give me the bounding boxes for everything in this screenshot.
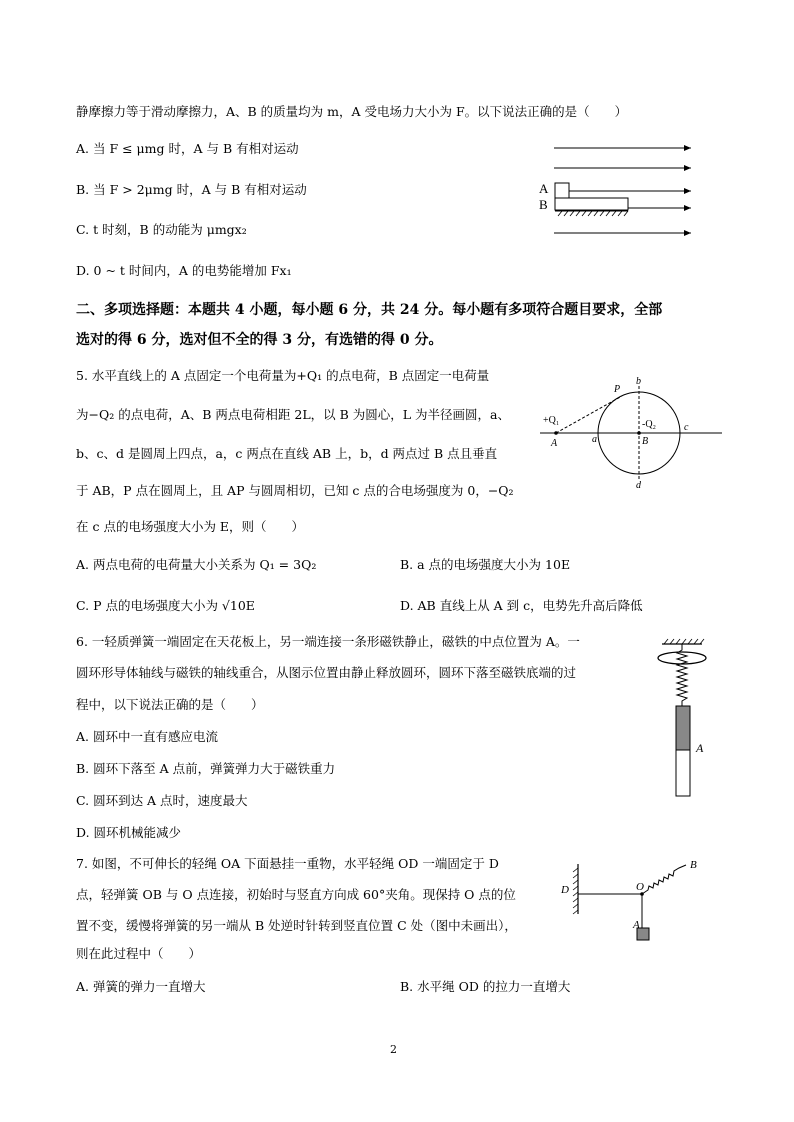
q5-option-b: B. a 点的电场强度大小为 10E	[400, 557, 571, 572]
q6-stem-line1: 6. 一轻质弹簧一端固定在天花板上，另一端连接一条形磁铁静止，磁铁的中点位置为 A。一	[76, 634, 580, 649]
label-a: A	[539, 181, 549, 196]
page-number: 2	[390, 1043, 397, 1056]
section-2-header-line2: 选对的得 6 分，选对但不全的得 3 分，有选错的得 0 分。	[76, 332, 443, 348]
q5-option-d: D. AB 直线上从 A 到 c，电势先升高后降低	[400, 598, 643, 613]
label-d: d	[636, 480, 641, 490]
q7-option-a: A. 弹簧的弹力一直增大	[76, 979, 206, 994]
q7-stem-line4: 则在此过程中（ ）	[76, 946, 202, 961]
q7-option-b: B. 水平绳 OD 的拉力一直增大	[400, 979, 571, 994]
q5-option-c: C. P 点的电场强度大小为 √10E	[76, 598, 255, 613]
q4-option-b: B. 当 F > 2μmg 时，A 与 B 有相对运动	[76, 182, 307, 197]
label-a: A	[633, 919, 640, 931]
q5-figure	[536, 372, 726, 490]
label-c: c	[684, 422, 689, 433]
q4-option-d: D. 0 ~ t 时间内，A 的电势能增加 Fx₁	[76, 263, 292, 278]
q6-option-b: B. 圆环下落至 A 点前，弹簧弹力大于磁铁重力	[76, 761, 336, 776]
q5-stem-line3: b、c、d 是圆周上四点，a，c 两点在直线 AB 上，b，d 两点过 B 点且垂直	[76, 446, 498, 461]
magnet-south	[676, 750, 690, 796]
q4-figure	[536, 136, 696, 244]
label-b: B	[539, 197, 548, 212]
label-q1: +Q₁	[543, 415, 560, 426]
section-2-header-line1: 二、多项选择题：本题共 4 小题，每小题 6 分，共 24 分。每小题有多项符合题目要求，全部	[76, 302, 663, 318]
q5-stem-line2: 为−Q₂ 的点电荷，A、B 两点电荷相距 2L，以 B 为圆心，L 为半径画圆，a、	[76, 407, 510, 422]
q5-stem-line5: 在 c 点的电场强度大小为 E，则（ ）	[76, 519, 305, 534]
q4-intro: 静摩擦力等于滑动摩擦力，A、B 的质量均为 m，A 受电场力大小为 F。以下说法正确的是（ ）	[76, 104, 628, 119]
q6-stem-line3: 程中，以下说法正确的是（ ）	[76, 697, 264, 712]
label-q2: -Q₂	[642, 419, 657, 430]
label-d: D	[561, 884, 569, 896]
q7-stem-line2: 点，轻弹簧 OB 与 O 点连接，初始时与竖直方向成 60°夹角。现保持 O 点的位	[76, 887, 516, 902]
label-p: P	[614, 384, 621, 395]
label-a: A	[696, 741, 704, 755]
q7-stem-line1: 7. 如图，不可伸长的轻绳 OA 下面悬挂一重物，水平轻绳 OD 一端固定于 D	[76, 856, 499, 871]
q4-option-c: C. t 时刻，B 的动能为 μmgx₂	[76, 222, 247, 237]
spring	[677, 644, 687, 706]
q6-option-c: C. 圆环到达 A 点时，速度最大	[76, 793, 248, 808]
q6-stem-line2: 圆环形导体轴线与磁铁的轴线重合，从图示位置由静止释放圆环，圆环下落至磁铁底端的过	[76, 665, 577, 680]
q7-stem-line3: 置不变，缓慢将弹簧的另一端从 B 处逆时针转到竖直位置 C 处（图中未画出），	[76, 918, 517, 933]
label-b-point: B	[642, 436, 649, 447]
q6-option-a: A. 圆环中一直有感应电流	[76, 729, 218, 744]
label-a-point: A	[551, 438, 558, 449]
spring-ob	[642, 865, 686, 894]
label-a-small: a	[592, 434, 597, 445]
label-b: B	[690, 859, 697, 871]
block-a	[555, 183, 569, 198]
label-b-top: b	[636, 376, 641, 387]
q4-field-lines	[554, 148, 691, 233]
q5-option-a: A. 两点电荷的电荷量大小关系为 Q₁ = 3Q₂	[76, 557, 317, 572]
block-b	[555, 198, 628, 210]
q4-option-a: A. 当 F ≤ μmg 时，A 与 B 有相对运动	[76, 141, 299, 156]
ground-hatch	[558, 211, 628, 216]
q7-figure	[558, 852, 718, 952]
magnet-north	[676, 706, 690, 750]
q6-figure	[650, 636, 720, 822]
q5-stem-line1: 5. 水平直线上的 A 点固定一个电荷量为+Q₁ 的点电荷，B 点固定一电荷量	[76, 368, 490, 383]
q5-stem-line4: 于 AB，P 点在圆周上，且 AP 与圆周相切，已知 c 点的合电场强度为 0，−Q₂	[76, 483, 514, 498]
q6-option-d: D. 圆环机械能减少	[76, 825, 182, 840]
label-o: O	[636, 881, 644, 893]
